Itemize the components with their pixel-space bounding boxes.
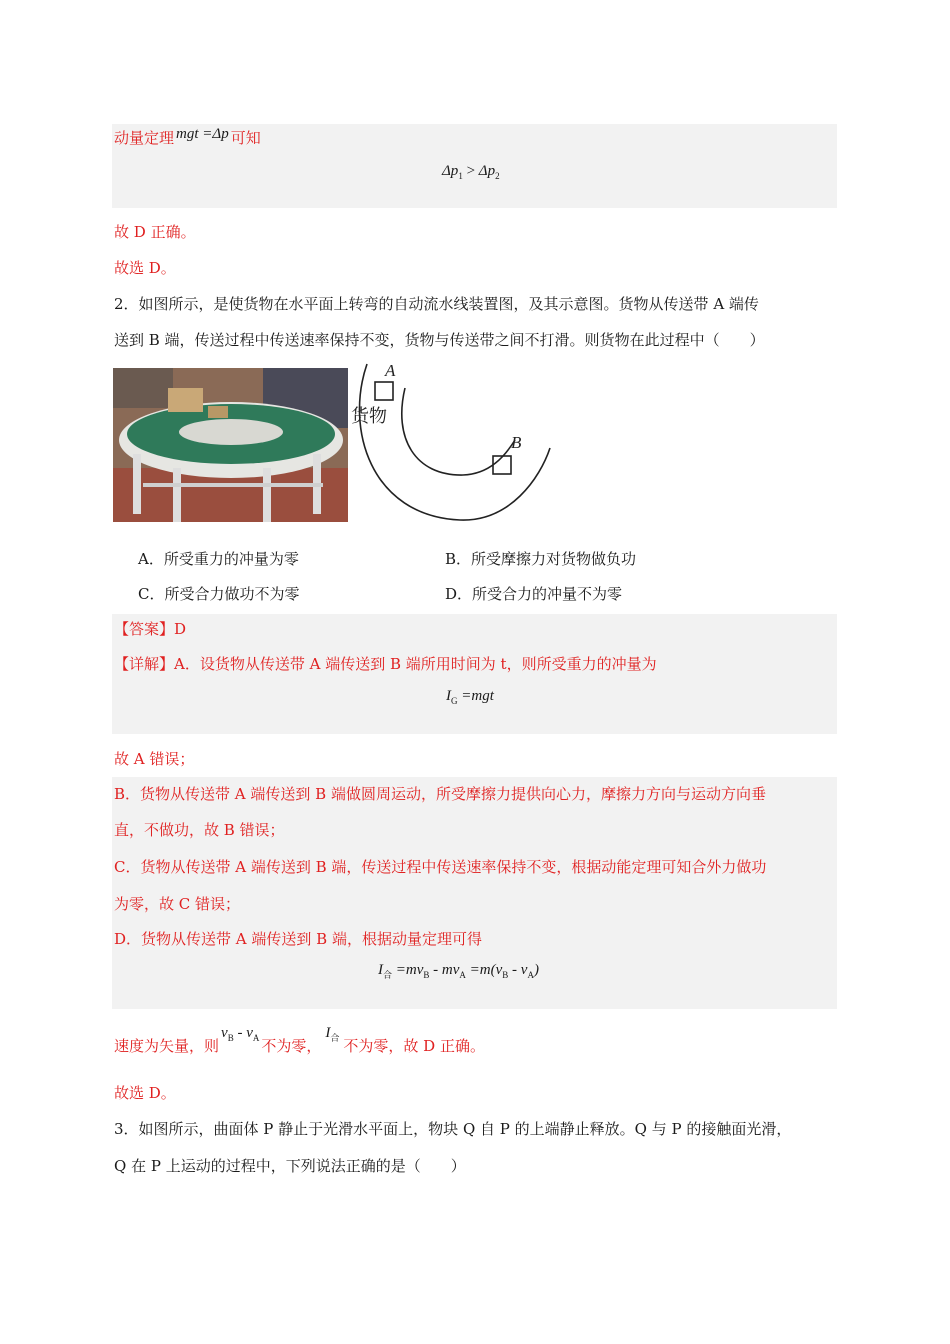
option-b: B．所受摩擦力对货物做负功: [445, 550, 637, 568]
question-2-line-2: 送到 B 端，传送过程中传送速率保持不变，货物与传送带之间不打滑。则货物在此过程中（ ）: [114, 331, 765, 349]
detail-a: [114, 654, 657, 674]
cargo-box-b: [493, 456, 511, 474]
inner-belt-edge: [402, 388, 515, 475]
detail-c-line-1: C．货物从传送带 A 端传送到 B 端，传送过程中传送速率保持不变，根据动能定理可知合外力做功: [114, 858, 767, 876]
detail-b-line-1: B．货物从传送带 A 端传送到 B 端做圆周运动，所受摩擦力提供向心力，摩擦力方向与运动方向垂: [114, 785, 766, 803]
momentum-theorem-line: [114, 128, 261, 149]
vector-formula: $v_B - v_A$: [221, 1025, 260, 1043]
cargo-box-a: [375, 382, 393, 400]
conveyor-photo-drawing: [113, 368, 348, 522]
conveyor-photo: [113, 368, 348, 522]
vector-suffix: 不为零，故 D 正确。: [343, 1037, 485, 1055]
line-prefix: 动量定理: [114, 129, 175, 147]
conclusion-d: 故 D 正确。: [114, 223, 196, 241]
question-2-line-1: 2．如图所示，是使货物在水平面上转弯的自动流水线装置图，及其示意图。货物从传送带 A 端传: [114, 295, 759, 313]
vector-prefix: 速度为矢量，则: [114, 1037, 220, 1055]
equation-momentum-theorem: $I_合 =mv_B - mv_A =m(v_B - v_A)$: [378, 962, 539, 980]
answer-block: [112, 614, 837, 734]
vector-mid: 不为零，: [261, 1037, 322, 1055]
choice-d: 故选 D。: [114, 259, 176, 277]
conveyor-schematic: [345, 358, 560, 528]
detail-b-line-2: 直，不做功，故 B 错误；: [114, 821, 285, 839]
label-b: B: [511, 433, 522, 452]
detail-a-text: A．设货物从传送带 A 端传送到 B 端所用时间为 t，则所受重力的冲量为: [174, 655, 657, 673]
choice-d-2: 故选 D。: [114, 1084, 176, 1102]
vector-impulse: $I_合$: [325, 1025, 340, 1043]
equation-gravity-impulse: $I_G =mgt$: [446, 688, 494, 706]
detail-c-line-2: 为零，故 C 错误；: [114, 895, 241, 913]
option-a: A．所受重力的冲量为零: [138, 550, 299, 568]
line-suffix: 可知: [230, 129, 261, 147]
option-c: C．所受合力做功不为零: [138, 585, 300, 603]
detail-label: 【详解】: [114, 655, 175, 673]
label-cargo: 货物: [351, 406, 387, 427]
detail-d-line-1: D．货物从传送带 A 端传送到 B 端，根据动量定理可得: [114, 930, 482, 948]
label-a: A: [385, 361, 396, 380]
question-3-line-1: 3．如图所示，曲面体 P 静止于光滑水平面上，物块 Q 自 P 的上端静止释放。Q 与 P 的接触面光滑，: [114, 1120, 792, 1138]
outer-belt-edge: [359, 364, 550, 520]
option-d: D．所受合力的冲量不为零: [445, 585, 623, 603]
answer: 【答案】D: [114, 620, 187, 638]
a-result: 故 A 错误；: [114, 750, 195, 768]
equation-delta-p: $\Delta p_1 > \Delta p_2$: [442, 163, 500, 181]
inline-formula: mgt =Δp: [176, 126, 229, 142]
vector-line: [114, 1025, 485, 1062]
question-3-line-2: Q 在 P 上运动的过程中，下列说法正确的是（ ）: [114, 1157, 466, 1175]
